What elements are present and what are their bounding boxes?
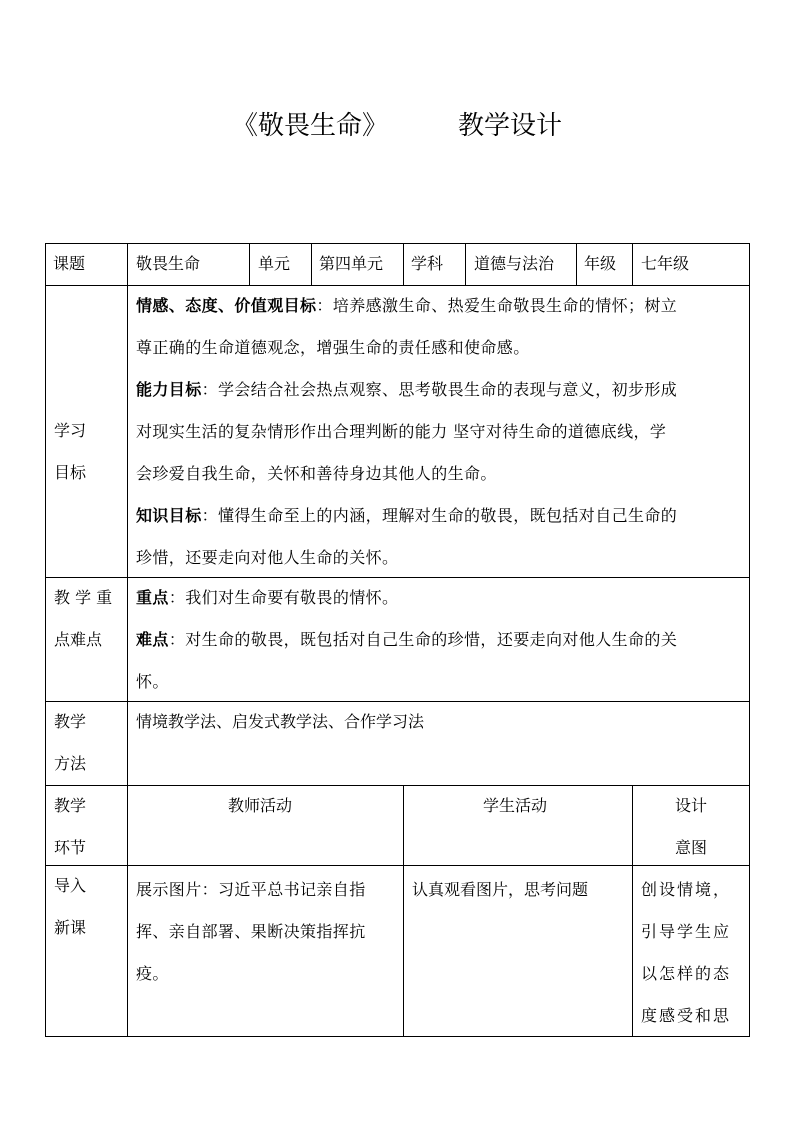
intro-label-line2: 新课 — [54, 918, 87, 937]
intro-label-line1: 导入 — [54, 876, 87, 895]
subject-value: 道德与法治 — [474, 254, 555, 273]
topic-label: 课题 — [53, 254, 86, 273]
intro-intent-line2: 引导学生应 — [641, 922, 732, 941]
ability-objective-text1: ：学会结合社会热点观察、思考敬畏生命的表现与意义，初步形成 — [201, 380, 678, 399]
document-title — [0, 108, 794, 148]
keypoints-content — [136, 577, 746, 703]
intro-teacher-line3: 疫。 — [136, 964, 169, 983]
subject-label: 学科 — [411, 254, 444, 273]
unit-value: 第四单元 — [319, 254, 384, 273]
title-book-name: 《敬畏生命》 — [232, 111, 389, 141]
design-intent-header-line2: 意图 — [675, 838, 708, 857]
intro-teacher-activity — [136, 869, 398, 995]
intro-teacher-line2: 挥、亲自部署、果断决策指挥抗 — [136, 922, 366, 941]
objectives-label-line2: 目标 — [54, 463, 87, 482]
ability-objective-title: 能力目标 — [136, 380, 202, 399]
emotion-objective-text1: ：培养感激生命、热爱生命敬畏生命的情怀；树立 — [316, 296, 678, 315]
knowledge-objective-title: 知识目标 — [136, 506, 202, 525]
key-point-text: ：我们对生命要有敬畏的情怀。 — [168, 588, 399, 607]
methods-value: 情境教学法、启发式教学法、合作学习法 — [136, 712, 425, 731]
emotion-objective-title: 情感、态度、价值观目标 — [136, 296, 317, 315]
teacher-activity-header: 教师活动 — [228, 796, 293, 815]
methods-label-line1: 教学 — [54, 712, 87, 731]
objectives-content — [136, 285, 746, 579]
knowledge-objective-text2: 珍惜，还要走向对他人生命的关怀。 — [136, 548, 399, 567]
intro-intent-line3: 以怎样的态 — [641, 964, 732, 983]
ability-objective-text3: 会珍爱自我生命，关怀和善待身边其他人的生命。 — [136, 464, 497, 483]
intro-design-intent — [641, 869, 746, 1037]
intro-teacher-line1: 展示图片：习近平总书记亲自指 — [136, 880, 366, 899]
unit-label: 单元 — [258, 254, 291, 273]
difficult-point-text2: 怀。 — [136, 672, 169, 691]
keypoints-label-line2: 点难点 — [54, 630, 103, 649]
process-label-line1: 教学 — [54, 796, 87, 815]
student-activity-header: 学生活动 — [483, 796, 548, 815]
ability-objective-text2: 对现实生活的复杂情形作出合理判断的能力 坚守对待生命的道德底线，学 — [136, 422, 667, 441]
difficult-point-text1: ：对生命的敬畏，既包括对自己生命的珍惜，还要走向对他人生命的关 — [168, 630, 678, 649]
difficult-point-title: 难点 — [136, 630, 169, 649]
knowledge-objective-text1: ：懂得生命至上的内涵，理解对生命的敬畏，既包括对自己生命的 — [201, 506, 678, 525]
topic-value: 敬畏生命 — [136, 254, 201, 273]
grade-value: 七年级 — [641, 254, 690, 273]
design-intent-header-line1: 设计 — [675, 796, 708, 815]
methods-label-line2: 方法 — [54, 754, 87, 773]
key-point-title: 重点 — [136, 588, 169, 607]
grade-label: 年级 — [584, 254, 617, 273]
process-label-line2: 环节 — [54, 838, 87, 857]
keypoints-label-line1: 教 学 重 — [54, 588, 113, 607]
objectives-label-line1: 学习 — [54, 421, 87, 440]
intro-student-activity: 认真观看图片，思考问题 — [412, 880, 589, 899]
emotion-objective-text2: 尊正确的生命道德观念，增强生命的责任感和使命感。 — [136, 338, 530, 357]
intro-intent-line4: 度感受和思 — [641, 1006, 732, 1025]
intro-intent-line1: 创设情境， — [641, 880, 732, 899]
title-suffix: 教学设计 — [458, 111, 563, 141]
